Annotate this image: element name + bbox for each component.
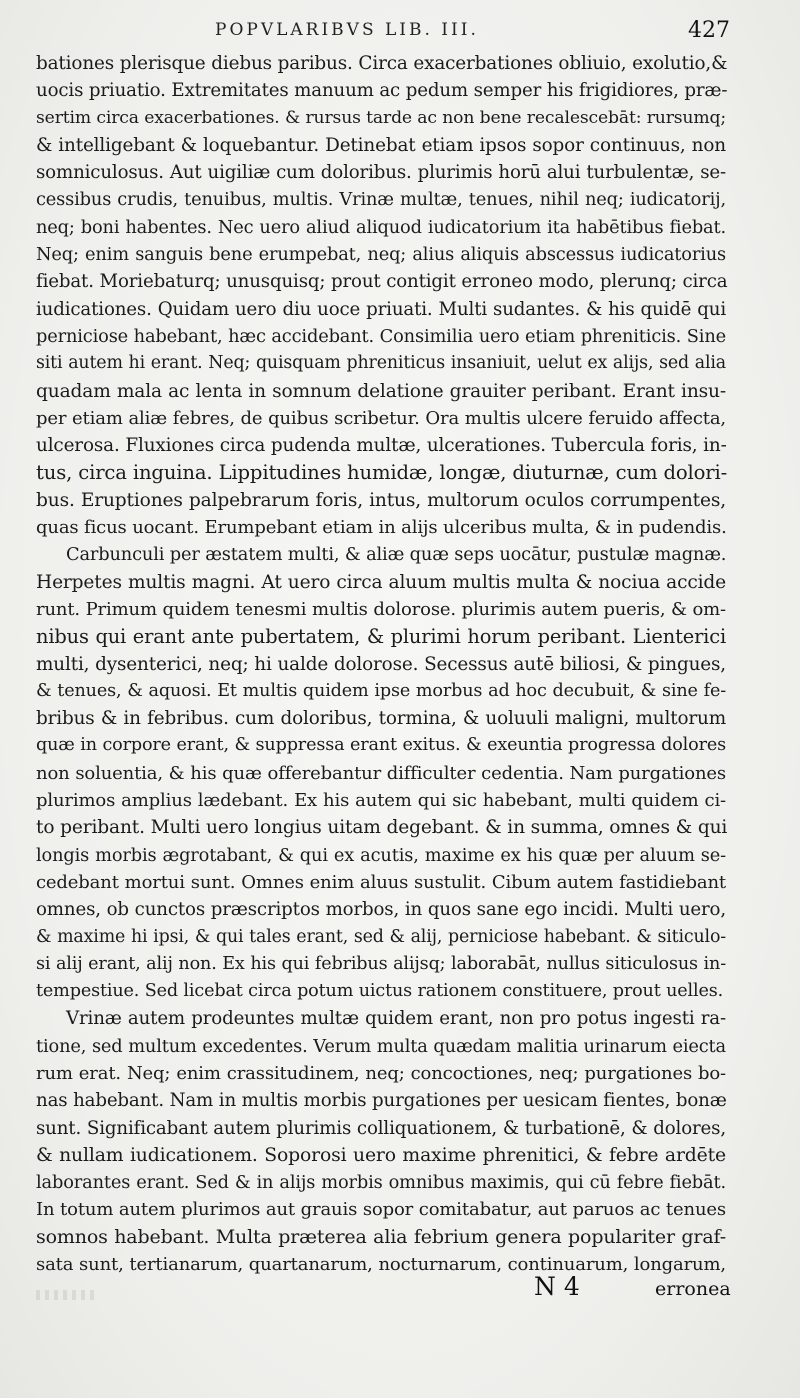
text-line: Neq; enim sanguis bene erumpebat, neq; alius aliquis abscessus iudicatorius (36, 244, 726, 266)
text-line: nibus qui erant ante pubertatem, & plurimi horum peribant. Lienterici (36, 625, 726, 649)
text-line: rum erat. Neq; enim crassitudinem, neq; concoctiones, neq; purgationes bo- (36, 1062, 726, 1084)
text-line: iudicationes. Quidam uero diu uoce priuati. Multi sudantes. & his quidē qui (36, 298, 726, 320)
text-line: somnos habebant. Multa præterea alia febrium genera populariter graf- (36, 1225, 726, 1248)
running-head: POPVLARIBVS LIB. III. (215, 20, 479, 40)
signature-mark: N 4 (534, 1272, 580, 1301)
text-line: laborantes erant. Sed & in alijs morbis omnibus maximis, qui cū febre fiebāt. (36, 1172, 726, 1194)
text-line: cedebant mortui sunt. Omnes enim aluus sustulit. Cibum autem fastidiebant (36, 871, 726, 893)
catchword: erronea (655, 1278, 731, 1300)
text-line: fiebat. Moriebaturq; unusquisq; prout contigit erroneo modo, plerunq; circa (36, 271, 728, 293)
text-line: & tenues, & aquosi. Et multis quidem ipse morbus ad hoc decubuit, & sine fe- (36, 680, 726, 701)
text-line: In totum autem plurimos aut grauis sopor comitabatur, aut paruos ac tenues (36, 1199, 726, 1221)
text-line: si alij erant, alij non. Ex his qui febribus alijsq; laborabāt, nullus siticulosus in- (36, 953, 726, 974)
text-line: & nullam iudicationem. Soporosi uero maxime phrenitici, & febre ardēte (36, 1144, 726, 1166)
text-line: sata sunt, tertianarum, quartanarum, nocturnarum, continuarum, longarum, (36, 1254, 726, 1276)
text-line: to peribant. Multi uero longius uitam degebant. & in summa, omnes & qui (36, 817, 728, 839)
text-line: multi, dysenterici, neq; hi ualde dolorose. Secessus autē biliosi, & pingues, (36, 653, 726, 675)
text-line: longis morbis ægrotabant, & qui ex acutis, maxime ex his quæ per aluum se- (36, 844, 726, 866)
text-line: Vrinæ autem prodeuntes multæ quidem erant, non pro potus ingesti ra- (66, 1008, 726, 1030)
text-line: quas ficus uocant. Erumpebant etiam in alijs ulceribus multa, & in pudendis. (36, 517, 727, 539)
text-line: cessibus crudis, tenuibus, multis. Vrinæ multæ, tenues, nihil neq; iudicatorij, (36, 189, 726, 211)
page-header (0, 18, 800, 48)
text-line: quadam mala ac lenta in somnum delatione grauiter peribant. Erant insu- (36, 380, 726, 402)
text-line: non soluentia, & his quæ offerebantur difficulter cedentia. Nam purgationes (36, 762, 726, 784)
text-line: bribus & in febribus. cum doloribus, tormina, & uoluuli maligni, multorum (36, 708, 726, 730)
page-footer (0, 1272, 800, 1312)
body-text (36, 50, 726, 1278)
text-line: tus, circa inguina. Lippitudines humidæ, longæ, diuturnæ, cum dolori- (36, 461, 728, 485)
text-line: per etiam aliæ febres, de quibus scribetur. Ora multis ulcere feruido affecta, (36, 407, 726, 429)
text-line: neq; boni habentes. Nec uero aliud aliquod iudicatorium ita habētibus fiebat. (36, 216, 726, 238)
page-number: 427 (688, 18, 730, 43)
text-line: & intelligebant & loquebantur. Detinebat etiam ipsos sopor continuus, non (36, 134, 726, 156)
text-line: & maxime hi ipsi, & qui tales erant, sed & alij, perniciose habebant. & siticulo- (36, 926, 726, 947)
text-line: nas habebant. Nam in multis morbis purgationes per uesicam fientes, bonæ (36, 1090, 727, 1112)
text-line: bus. Eruptiones palpebrarum foris, intus, multorum oculos corrumpentes, (36, 489, 726, 511)
text-line: runt. Primum quidem tenesmi multis dolorose. plurimis autem pueris, & om- (36, 598, 726, 620)
text-line: Carbunculi per æstatem multi, & aliæ quæ seps uocātur, pustulæ magnæ. (66, 544, 727, 566)
text-line: sertim circa exacerbationes. & rursus tarde ac non bene recalescebāt: rursumq; (36, 107, 726, 128)
text-line: sunt. Significabant autem plurimis colliquationem, & turbationē, & dolores, (36, 1117, 726, 1139)
text-line: perniciose habebant, hæc accidebant. Consimilia uero etiam phreniticis. Sine (36, 325, 726, 347)
text-line: bationes plerisque diebus paribus. Circa exacerbationes obliuio, exolutio,& (36, 53, 728, 74)
text-line: tempestiue. Sed licebat circa potum uictus rationem constituere, prout uelles. (36, 981, 724, 1002)
text-line: omnes, ob cunctos præscriptos morbos, in quos sane ego incidi. Multi uero, (36, 899, 726, 921)
text-line: quæ in corpore erant, & suppressa erant exitus. & exeuntia progressa dolores (36, 735, 726, 756)
text-line: uocis priuatio. Extremitates manuum ac pedum semper his frigidiores, præ- (36, 80, 728, 102)
text-line: tione, sed multum excedentes. Verum multa quædam malitia urinarum eiecta (36, 1035, 726, 1057)
text-line: ulcerosa. Fluxiones circa pudenda multæ, ulcerationes. Tubercula foris, in- (36, 435, 727, 457)
text-line: siti autem hi erant. Neq; quisquam phreniticus insaniuit, uelut ex alijs, sed alia (36, 353, 726, 374)
text-line: somniculosus. Aut uigiliæ cum doloribus. plurimis horū alui turbulentæ, se- (36, 162, 726, 184)
text-line: Herpetes multis magni. At uero circa aluum multis multa & nociua accide (36, 571, 726, 593)
text-line: plurimos amplius lædebant. Ex his autem qui sic habebant, multi quidem ci- (36, 790, 726, 812)
